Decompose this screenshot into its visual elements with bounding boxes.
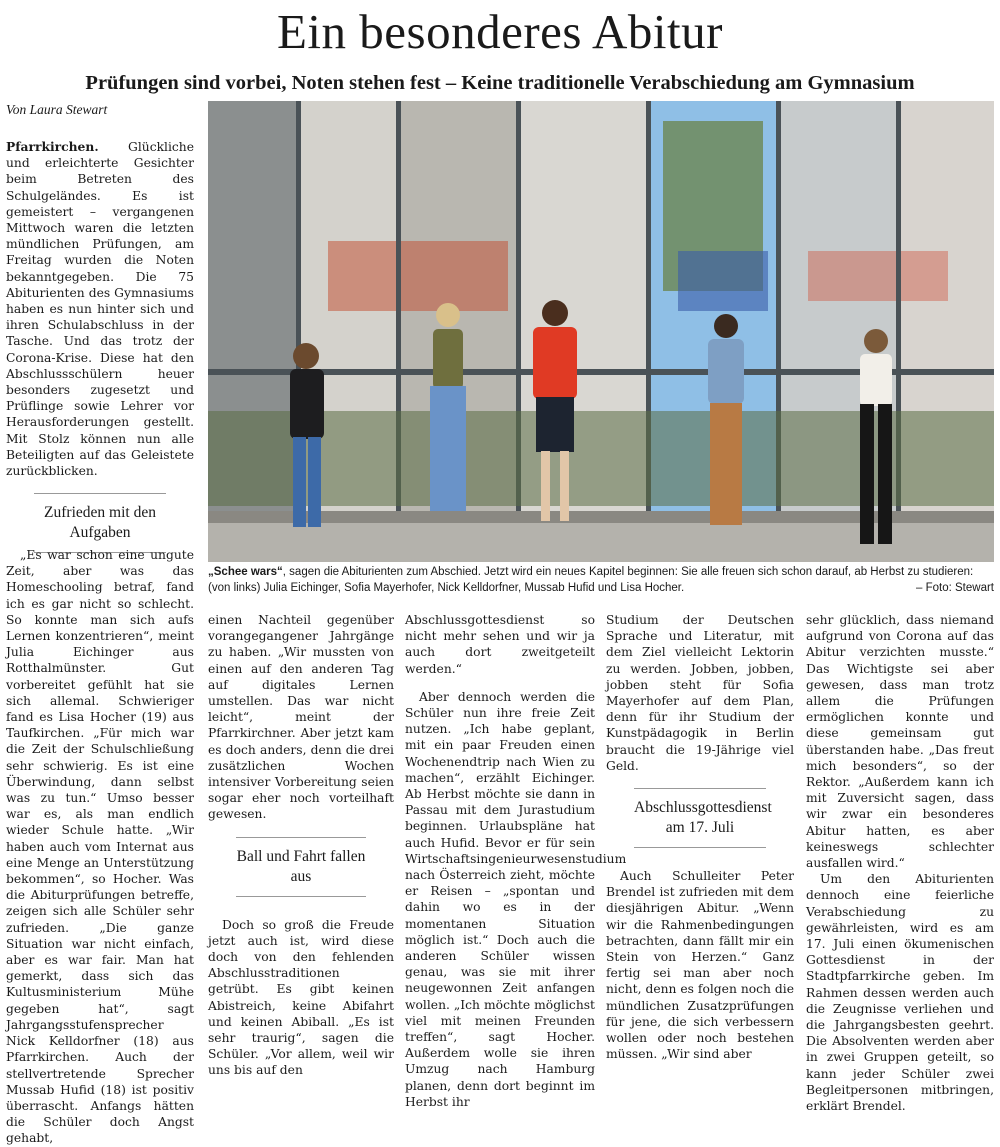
column-5 (806, 612, 994, 1114)
person-mussab (708, 314, 744, 525)
subheadline: Prüfungen sind vorbei, Noten stehen fest – Keine traditionelle Verabschiedung am Gymnasium (85, 72, 915, 94)
byline: Von Laura Stewart (6, 102, 108, 117)
caption-text: , sagen die Abiturienten zum Abschied. Jetzt wird ein neues Kapitel beginnen: Sie alle freuen sich schon darauf, ab Herbst zu studieren: (von links) Julia Eichinger, Sofia Mayerhofer, Nick Kelldorfner, Mussab Hufid und Lisa Hocher. (208, 566, 974, 594)
red-mural-2 (808, 251, 948, 301)
dateline: Pfarrkirchen. (6, 139, 99, 154)
paragraph-3: Doch so groß die Freude jetzt auch ist, wird diese doch von den fehlenden Abschlusstraditionen getrübt. Es gibt keinen Abistreich, keine Abifahrt und keinen Abiball. „Es ist sehr traurig“, sagen die Schüler. „Vor allem, weil wir uns bis auf den (208, 917, 394, 1078)
column-3 (405, 612, 627, 1110)
paragraph-6: Studium der Deutschen Sprache und Literatur, mit dem Ziel vielleicht Lektorin zu werden. Jobben, jobben, jobben steht für Sofia Mayerhofer auf dem Plan, denn für ihr Studium der Kunstpädagogik in Berlin braucht die 19-Jährige viel Geld. (606, 613, 794, 773)
caption-lead: „Schee wars“ (208, 566, 283, 578)
person-sofia (430, 303, 466, 511)
paragraph-7: Auch Schulleiter Peter Brendel ist zufrieden mit dem diesjährigen Abitur. „Wenn wir die Rahmenbedingungen betrachten, dann fällt mir ein Stein von Herzen.“ Ganz fertig sei man aber noch nicht, denn es folgen noch die mündlichen Zusatzprüfungen für jene, die sich verbessern wollen oder noch bestehen müssen. „Wir sind aber (606, 869, 794, 1062)
pavement-curb (208, 511, 994, 523)
intro-column (6, 139, 194, 573)
intro-paragraph (6, 139, 194, 479)
intro-text: Glückliche und erleichterte Gesichter beim Betreten des Schulgeländes. Es ist gemeistert – vergangenen Mittwoch waren die letzten mündlichen Prüfungen, am Freitag wurden die Noten bekanntgegeben. Die 75 Abiturienten des Gymnasiums haben es nun hinter sich und ihren Schulabschluss in der Tasche. Und das trotz der Corona-Krise. Diese hat den Abschlussschülern heuer besonders zugesetzt und Prüflinge sowie Lehrer vor Herausforderungen gestellt. Mit Stolz können nun alle Beteiligten auf das Geleistete zurückblicken. (6, 140, 194, 479)
hedge (208, 411, 994, 506)
paragraph-1: „Es war schon eine ungute Zeit, aber was das Homeschooling betraf, fand ich es gar nicht so schlecht. So konnte man sich aufs Lernen konzentrieren“, meint Julia Eichinger aus Rotthalmünster. Gut vorbereitet gefühlt hat sie sich allemal. Schwieriger fand es Lisa Hocher (19) aus Taufkirchen. „Für mich war die Zeit der Schulschließung sehr schwierig. Es ist eine Überwindung, dann selbst was zu tun.“ Umso besser war es, als man endlich wieder Schule hatte. „Wir haben auch vom Internat aus eine Menge an Unterstützung bekommen“, so Hocher. Was die Abiturprüfungen betreffe, zeigen sich alle Schüler sehr zufrieden. „Die ganze Situation war nicht einfach, aber es war fair. Man hat gemerkt, dass sich das Kultusministerium Mühe gegeben hat“, sagt Jahrgangsstufensprecher Nick Kelldorfner (18) aus Pfarrkirchen. Auch der stellvertretende Sprecher Mussab Hufid (18) ist positiv überrascht. Anfangs hätten die Schüler doch Angst gehabt, (6, 548, 194, 1146)
column-1 (6, 547, 194, 1147)
subhead-wrapper-2 (208, 823, 394, 917)
column-2 (208, 612, 394, 1079)
paragraph-4: Abschlussgottesdienst so nicht mehr sehen und wir ja auch dort zweitgeteilt werden.“ (405, 613, 595, 676)
subhead-wrapper-3 (606, 774, 794, 868)
headline: Ein besonderes Abitur (277, 4, 723, 59)
subhead-zufrieden: Zufrieden mit den Aufgaben (34, 493, 166, 553)
pavement (208, 523, 994, 562)
column-4 (606, 612, 794, 1062)
subhead-ball: Ball und Fahrt fallen aus (236, 837, 366, 897)
paragraph-2: einen Nachteil gegenüber vorangegangener Jahrgänge zu haben. „Wir mussten von einen auf den anderen Tag auf digitales Lernen umstellen. Das war nicht leicht“, meint der Pfarrkirchner. Aber jetzt kam es doch anders, denn die drei zusätzlichen Wochen intensiver Vorbereitung seien sogar eher noch vorteilhaft gewesen. (208, 613, 394, 822)
photo-caption (208, 564, 994, 596)
subhead-gottesdienst: Abschlussgottesdienst am 17. Juli (634, 788, 766, 848)
red-mural (328, 241, 508, 311)
blue-mural (678, 251, 768, 311)
photo-credit: – Foto: Stewart (916, 582, 994, 594)
paragraph-5: Aber dennoch werden die Schüler nun ihre freie Zeit nutzen. „Ich habe geplant, mit ein paar Freuden einen Wochenendtrip nach Wien zu machen“, erzählt Eichinger. Ab Herbst möchte sie dann in Passau mit dem Jurastudium beginnen. Urlaubspläne hat auch Hufid. Bevor er für sein Wirtschaftsingenieurwesenstudium nach Österreich zieht, möchte er Reisen – „spontan und dahin wo es in der momentanen Situation möglich ist.“ Doch auch die anderen Schüler wissen genau, was sie mit ihrer neugewonnen Zeit anfangen wollen. „Ich möchte möglichst viel mit meinen Freunden treffen“, sagt Hocher. Außerdem wolle sie ihren Umzug nach Hamburg planen, denn dort beginnt im Herbst ihr (405, 689, 627, 1109)
group-photo (208, 101, 994, 562)
paragraph-8: sehr glücklich, dass niemand aufgrund von Corona auf das Abitur verzichten musste.“ Das Wichtigste sei aber gewesen, dass man trotz allem die Prüfungen ermöglichen konnte und diese gemeinsam gut überstanden habe. „Das freut mich besonders“, so der Rektor. „Außerdem kann ich mit Zuversicht sagen, dass wir zwar ein besonderes Abitur hatten, es aber keineswegs schlechter ausfallen wird.“ (806, 613, 994, 871)
paragraph-9: Um den Abiturienten dennoch eine feierliche Verabschiedung zu gewährleisten, wird es am 17. Juli einen ökumenischen Gottesdienst in der Stadtpfarrkirche geben. Im Rahmen dessen werden auch die Zeugnisse verliehen und die Jahrgangsbesten geehrt. Die Absolventen werden aber in zwei Gruppen geteilt, so kann jeder Schüler zwei Begleitpersonen mitbringen, erklärt Brendel. (806, 872, 994, 1114)
